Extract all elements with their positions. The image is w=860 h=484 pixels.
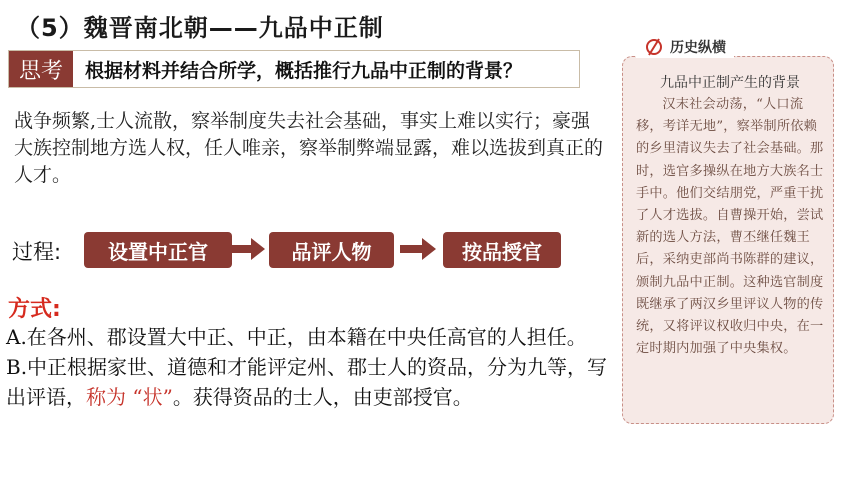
method-item-b-part2: 。获得资品的士人，由吏部授官。 (172, 385, 473, 409)
side-card-body: 汉末社会动荡，“人口流移，考详无地”，察举制所依赖的乡里清议失去了社会基础。那时，选官多操纵在地方大族名士手中。他们交结朋党，严重干扰了人才选拔。自曹操开始，尝试新的选人方法，曹丕继任魏王后，采纳吏部尚书陈群的建议，颁制九品中正制。这种选官制度既继承了两汉乡里评议人物的传统，又将评议权收归中央，在一定时期内加强了中央集权。 (636, 97, 824, 357)
method-item-b-highlight: 称为 “状” (86, 385, 173, 409)
method-item-a: A.在各州、郡设置大中正、中正，由本籍在中央任高官的人担任。 (6, 325, 587, 349)
history-logo-icon (644, 37, 664, 57)
background-answer: 战争频繁,士人流散，察举制度失去社会基础，事实上难以实行；豪强大族控制地方选人权，任人唯亲，察举制弊端显露，难以选拔到真正的人才。 (14, 110, 604, 186)
side-card-title: 九品中正制产生的背景 (660, 75, 800, 91)
think-tag: 思考 (9, 51, 73, 87)
process-label: 过程: (12, 240, 62, 264)
process-step-3: 按品授官 (443, 232, 561, 268)
method-label: 方式: (8, 297, 61, 322)
method-item-b (6, 352, 612, 412)
method-item-b-part1: B.中正根据家世、道德和才能评定州、郡士人的资品，分为九等，写出评语， (6, 355, 608, 409)
arrow-right-icon (229, 238, 265, 260)
think-question: 根据材料并结合所学，概括推行九品中正制的背景？ (85, 59, 523, 82)
side-card-header (636, 36, 734, 58)
think-question-box (8, 50, 580, 88)
process-step-2: 品评人物 (269, 232, 394, 268)
process-step-1: 设置中正官 (84, 232, 232, 268)
page-title: （5）魏晋南北朝——九品中正制 (16, 14, 384, 42)
method-text (6, 322, 612, 412)
side-card-header-label: 历史纵横 (670, 40, 726, 56)
arrow-right-icon (400, 238, 436, 260)
